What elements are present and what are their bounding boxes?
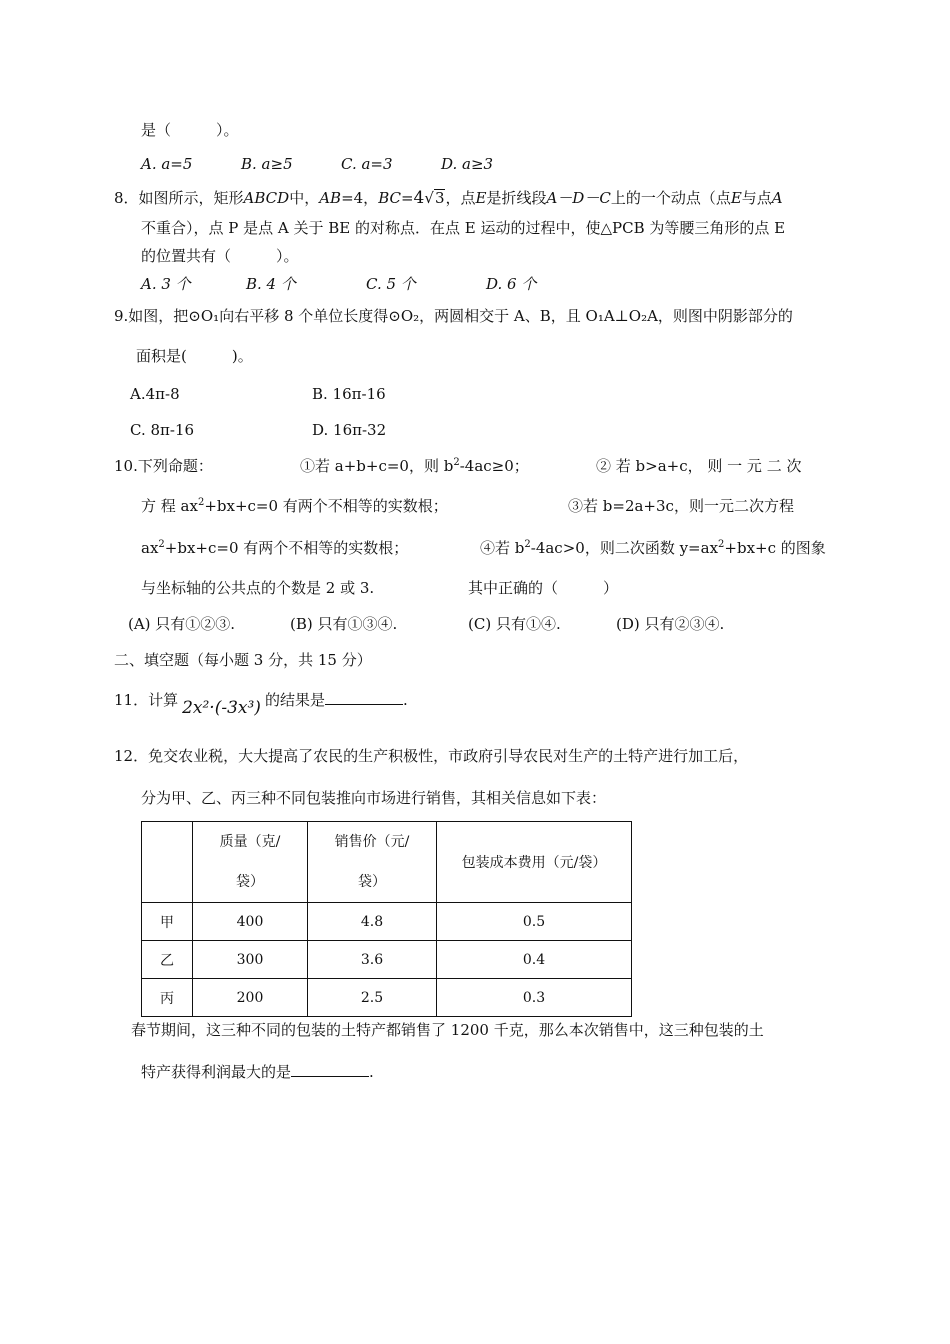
q8-text: E bbox=[730, 189, 742, 207]
table-cell: 2.5 bbox=[308, 979, 437, 1017]
q7-option-c: C. a=3 bbox=[341, 155, 393, 173]
table-cell: 300 bbox=[193, 941, 308, 979]
q10-text: ④若 b bbox=[480, 539, 525, 557]
q8-text: A bbox=[771, 189, 783, 207]
q7-option-b: B. a≥5 bbox=[241, 155, 293, 173]
q8-line1: 8．如图所示，矩形ABCD中，AB=4，BC=4√3，点E是折线段A－D－C上的一个动点（点E与点A bbox=[114, 188, 783, 208]
q11-line bbox=[114, 690, 408, 718]
q8-text: =4， bbox=[341, 189, 379, 207]
table-cell: 乙 bbox=[142, 941, 193, 979]
q9-option-a: A.4π-8 bbox=[130, 385, 180, 403]
q9-line1: 9.如图，把⊙O₁向右平移 8 个单位长度得⊙O₂，两圆相交于 A、B，且 O₁A⊥O₂A，则图中阴影部分的 bbox=[114, 307, 793, 325]
q10-sup: 2 bbox=[197, 497, 205, 508]
q8-line3: 的位置共有（ ）。 bbox=[141, 247, 299, 265]
q8-text: 上的一个动点（点 bbox=[610, 189, 731, 207]
table-cell: 丙 bbox=[142, 979, 193, 1017]
table-row bbox=[142, 941, 632, 979]
q12-after1: 春节期间，这三种不同的包装的土特产都销售了 1200 千克，那么本次销售中，这三种包装的土 bbox=[131, 1021, 764, 1039]
q10-text: +bx+c 的图象 bbox=[724, 539, 826, 557]
q10-label: 10.下列命题： bbox=[114, 457, 213, 475]
table-cell: 甲 bbox=[142, 903, 193, 941]
q11-end: . bbox=[402, 691, 408, 709]
q10-option-c: (C) 只有①④. bbox=[468, 615, 561, 633]
q10-option-d: (D) 只有②③④. bbox=[616, 615, 725, 633]
q8-sqrt: 3 bbox=[434, 189, 445, 207]
q9-option-d: D. 16π-32 bbox=[312, 421, 387, 439]
q10-line2 bbox=[141, 496, 448, 516]
q10-text: 方 程 ax bbox=[141, 497, 198, 515]
q8-option-a: A. 3 个 bbox=[141, 275, 191, 293]
q8-text: ，点 bbox=[445, 189, 476, 207]
q8-text: 与点 bbox=[741, 189, 772, 207]
q8-text: ABCD bbox=[243, 189, 290, 207]
q11-label: 11．计算 bbox=[114, 691, 179, 709]
section-heading: 二、填空题（每小题 3 分，共 15 分） bbox=[114, 651, 372, 669]
q12-after2 bbox=[141, 1062, 374, 1082]
table-cell: 3.6 bbox=[308, 941, 437, 979]
q11-expression: 2x²·(-3x³) bbox=[182, 698, 261, 718]
q12-line1: 12．免交农业税，大大提高了农民的生产积极性，市政府引导农民对生产的土特产进行加工后， bbox=[114, 747, 749, 765]
q9-option-c: C. 8π-16 bbox=[130, 421, 195, 439]
table-cell: 4.8 bbox=[308, 903, 437, 941]
q10-sup: 2 bbox=[718, 539, 725, 550]
q8-text: 中， bbox=[289, 189, 320, 207]
q8-text: 4 bbox=[413, 188, 425, 208]
table-header-cell bbox=[142, 822, 193, 903]
q8-text: BC bbox=[378, 189, 401, 207]
q12-end: . bbox=[369, 1063, 374, 1081]
q8-text: AB bbox=[319, 189, 342, 207]
q10-text: ①若 a+b+c=0，则 b bbox=[300, 457, 454, 475]
q8-option-d: D. 6 个 bbox=[486, 275, 537, 293]
q7-tail: 是（ ）。 bbox=[141, 121, 239, 139]
q10-line4: 与坐标轴的公共点的个数是 2 或 3. bbox=[141, 579, 375, 597]
q8-text: A－D－C bbox=[546, 189, 611, 207]
q10-sup: 2 bbox=[158, 539, 165, 550]
table-header-cell: 销售价（元/ 袋） bbox=[308, 822, 437, 903]
q10-text: -4ac>0，则二次函数 y=ax bbox=[530, 539, 719, 557]
q10-text: ax bbox=[141, 539, 159, 557]
q10-line3 bbox=[141, 538, 408, 558]
price-table bbox=[141, 821, 632, 1017]
q12-line2: 分为甲、乙、丙三种不同包装推向市场进行销售，其相关信息如下表： bbox=[141, 789, 607, 807]
table-header-cell: 包装成本费用（元/袋） bbox=[437, 822, 632, 903]
table-row bbox=[142, 903, 632, 941]
q8-line2: 不重合），点 P 是点 A 关于 BE 的对称点．在点 E 运动的过程中，使△PCB 为等腰三角形的点 E bbox=[141, 219, 786, 237]
table-cell: 200 bbox=[193, 979, 308, 1017]
q7-option-d: D. a≥3 bbox=[441, 155, 494, 173]
answer-blank[interactable] bbox=[325, 690, 403, 705]
q10-text: -4ac≥0； bbox=[459, 457, 529, 475]
table-cell: 0.4 bbox=[437, 941, 632, 979]
table-header-cell: 质量（克/ 袋） bbox=[193, 822, 308, 903]
q10-text: +bx+c=0 有两个不相等的实数根； bbox=[164, 539, 409, 557]
q10-prop3: ③若 b=2a+3c，则一元二次方程 bbox=[568, 497, 794, 515]
table-row bbox=[142, 979, 632, 1017]
answer-blank[interactable] bbox=[291, 1062, 369, 1077]
q8-text: 8．如图所示，矩形 bbox=[114, 189, 244, 207]
table-cell: 0.3 bbox=[437, 979, 632, 1017]
q9-option-b: B. 16π-16 bbox=[312, 385, 386, 403]
q10-prop1 bbox=[300, 456, 529, 476]
q8-option-b: B. 4 个 bbox=[246, 275, 296, 293]
q10-prop2: ② 若 b>a+c， 则 一 元 二 次 bbox=[596, 457, 802, 475]
q8-option-c: C. 5 个 bbox=[366, 275, 416, 293]
table-cell: 400 bbox=[193, 903, 308, 941]
q10-prop4 bbox=[480, 538, 826, 558]
q7-option-a: A. a=5 bbox=[141, 155, 193, 173]
q10-option-a: (A) 只有①②③. bbox=[128, 615, 236, 633]
q8-text: 是折线段 bbox=[486, 189, 547, 207]
q10-option-b: (B) 只有①③④. bbox=[290, 615, 398, 633]
q12-after2-text: 特产获得利润最大的是 bbox=[141, 1063, 292, 1081]
table-cell: 0.5 bbox=[437, 903, 632, 941]
q10-text: +bx+c=0 有两个不相等的实数根； bbox=[204, 497, 448, 515]
q10-sup: 2 bbox=[453, 457, 460, 468]
q10-line4b: 其中正确的（ ） bbox=[468, 579, 619, 597]
q10-sup: 2 bbox=[524, 539, 531, 550]
q8-text: = bbox=[400, 189, 414, 207]
q11-tail: 的结果是 bbox=[264, 691, 325, 709]
q8-text: E bbox=[475, 189, 487, 207]
q9-line2: 面积是( )。 bbox=[136, 347, 253, 365]
